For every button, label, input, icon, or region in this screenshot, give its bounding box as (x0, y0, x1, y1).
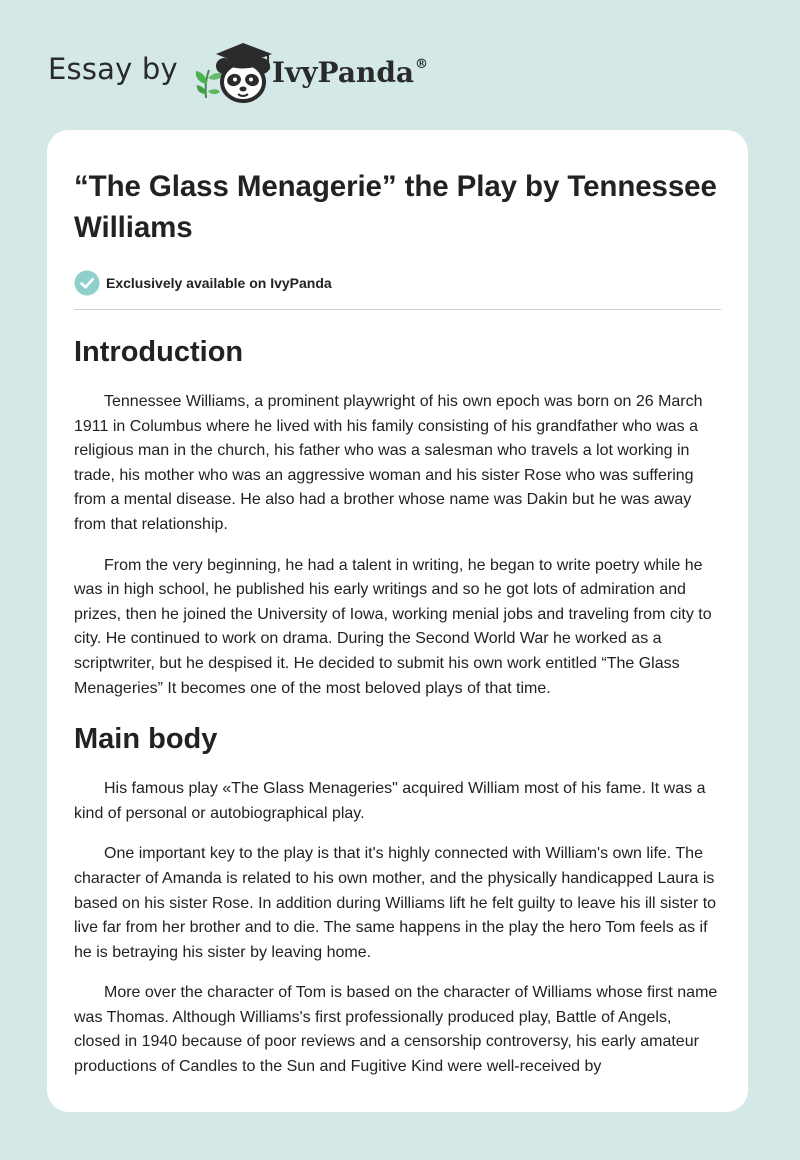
section-heading-introduction: Introduction (74, 336, 244, 368)
brand-name: IvyPanda® (271, 55, 429, 89)
exclusive-label: Exclusively available on IvyPanda (106, 275, 332, 291)
check-circle-icon (74, 270, 100, 296)
paragraph: From the very beginning, he had a talent in writing, he began to write poetry while he was in high school, he published his early writings and so he got lots of admiration and prizes, then he joined the University of Iowa, working menial jobs and traveling from city to city. He continued to work on drama. During the Second World War he worked as a scriptwriter, but he despised it. He decided to submit his own work entitled “The Glass Menageries” It becomes one of the most beloved plays of that time. (74, 556, 712, 697)
essay-card (47, 130, 748, 1112)
registered-mark: ® (415, 56, 429, 72)
paragraph: His famous play «The Glass Menageries" acquired William most of his fame. It was a kind of personal or autobiographical play. (74, 780, 706, 822)
site-logo[interactable] (48, 36, 428, 106)
ivy-sprout-icon (196, 70, 223, 98)
section-heading-main-body: Main body (74, 723, 218, 756)
essay-by-label: Essay by (48, 52, 178, 86)
essay-title: “The Glass Menagerie” the Play by Tennessee Williams (74, 170, 717, 244)
panda-graduation-cap-icon (190, 36, 280, 106)
exclusive-badge (74, 269, 721, 297)
paragraph: More over the character of Tom is based on the character of Williams whose first name was Thomas. Although Williams's first professionally produced play, Battle of Angels, closed in 1940 because of poor reviews and a censorship controversy, his early amateur productions of Candles to the Sun and Fugitive Kind were well-received by (74, 984, 718, 1076)
paragraph: Tennessee Williams, a prominent playwright of his own epoch was born on 26 March 1911 in Columbus where he lived with his family consisting of his grandfather who was a religious man in the church, his father who was a salesman who travels a lot working in trade, his mother who was an aggressive woman and his sister Rose who was suffering from a mental disease. He also had a brother whose name was Dakin but he was away from that relationship. (74, 393, 703, 533)
divider (74, 309, 721, 310)
paragraph: One important key to the play is that it's highly connected with William's own life. The character of Amanda is related to his own mother, and the physically handicapped Laura is based on his sister Rose. In addition during Williams lift he felt guilty to leave his ill sister to live far from her brother and to die. The same happens in the play the hero Tom feels as if he is betraying his sister by leaving home. (74, 845, 717, 961)
